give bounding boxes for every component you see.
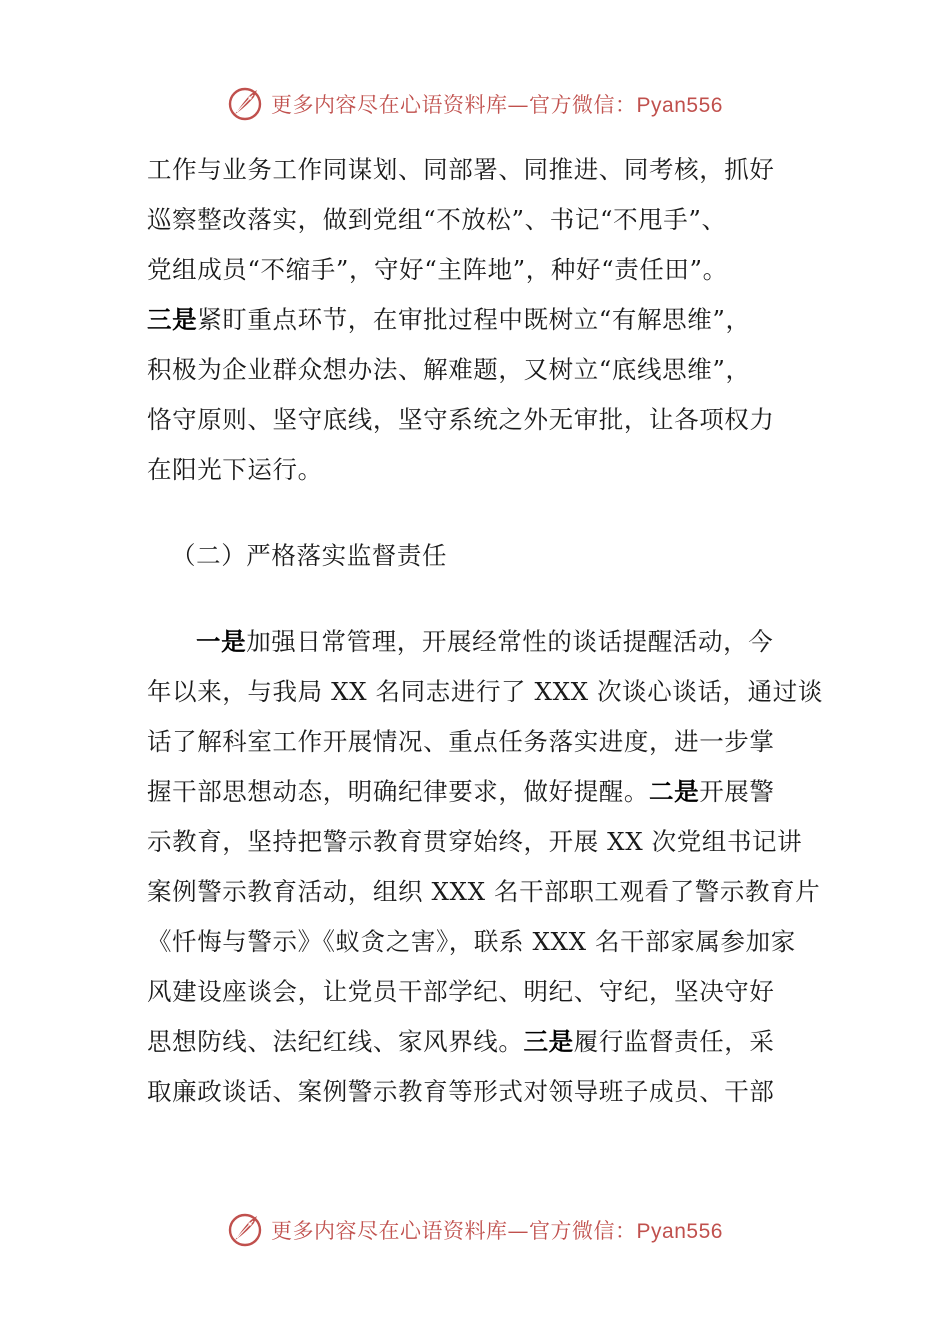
- text-line: 工作与业务工作同谋划、同部署、同推进、同考核，抓好: [147, 155, 775, 184]
- text-line: 恪守原则、坚守底线，坚守系统之外无审批，让各项权力: [147, 405, 775, 434]
- text-line: 风建设座谈会，让党员干部学纪、明纪、守纪，坚决守好: [147, 977, 775, 1006]
- text-line: 巡察整改落实，做到党组“不放松”、书记“不甩手”、: [147, 205, 727, 234]
- point-label: 三是: [523, 1027, 574, 1056]
- text-line: 一是加强日常管理，开展经常性的谈话提醒活动，今: [196, 627, 774, 656]
- text-line: 《忏悔与警示》《蚁贪之害》，联系 XXX 名干部家属参加家: [147, 927, 796, 956]
- section-heading: （二）严格落实监督责任: [171, 541, 448, 570]
- watermark-wechat-id: Pyan556: [636, 1220, 723, 1243]
- fountain-pen-seal-icon: [227, 84, 267, 124]
- text-line: 取廉政谈话、案例警示教育等形式对领导班子成员、干部: [147, 1077, 775, 1106]
- text-line: 年以来，与我局 XX 名同志进行了 XXX 次谈心谈话，通过谈: [147, 677, 823, 706]
- footer-watermark: [0, 1208, 950, 1252]
- watermark-wechat-id: Pyan556: [636, 94, 723, 117]
- point-label: 二是: [649, 777, 700, 806]
- text-line: 案例警示教育活动，组织 XXX 名干部职工观看了警示教育片: [147, 877, 821, 906]
- watermark-text: 更多内容尽在心语资料库—官方微信：: [271, 1219, 637, 1243]
- text-line: 积极为企业群众想办法、解难题，又树立“底线思维”，: [147, 355, 751, 384]
- text-line: 三是紧盯重点环节，在审批过程中既树立“有解思维”，: [147, 305, 751, 334]
- header-watermark: [0, 82, 950, 126]
- text-line: 党组成员“不缩手”，守好“主阵地”，种好“责任田”。: [147, 255, 728, 284]
- point-label: 三是: [147, 305, 198, 334]
- document-body: [147, 145, 823, 1117]
- text-line: 示教育，坚持把警示教育贯穿始终，开展 XX 次党组书记讲: [147, 827, 803, 856]
- watermark-text: 更多内容尽在心语资料库—官方微信：: [271, 93, 637, 117]
- text-line: 在阳光下运行。: [147, 455, 323, 484]
- text-line: 握干部思想动态，明确纪律要求，做好提醒。二是开展警: [147, 777, 775, 806]
- text-line: 思想防线、法纪红线、家风界线。三是履行监督责任，采: [147, 1027, 775, 1056]
- fountain-pen-seal-icon: [227, 1210, 267, 1250]
- point-label: 一是: [196, 627, 247, 656]
- text-line: 话了解科室工作开展情况、重点任务落实进度，进一步掌: [147, 727, 775, 756]
